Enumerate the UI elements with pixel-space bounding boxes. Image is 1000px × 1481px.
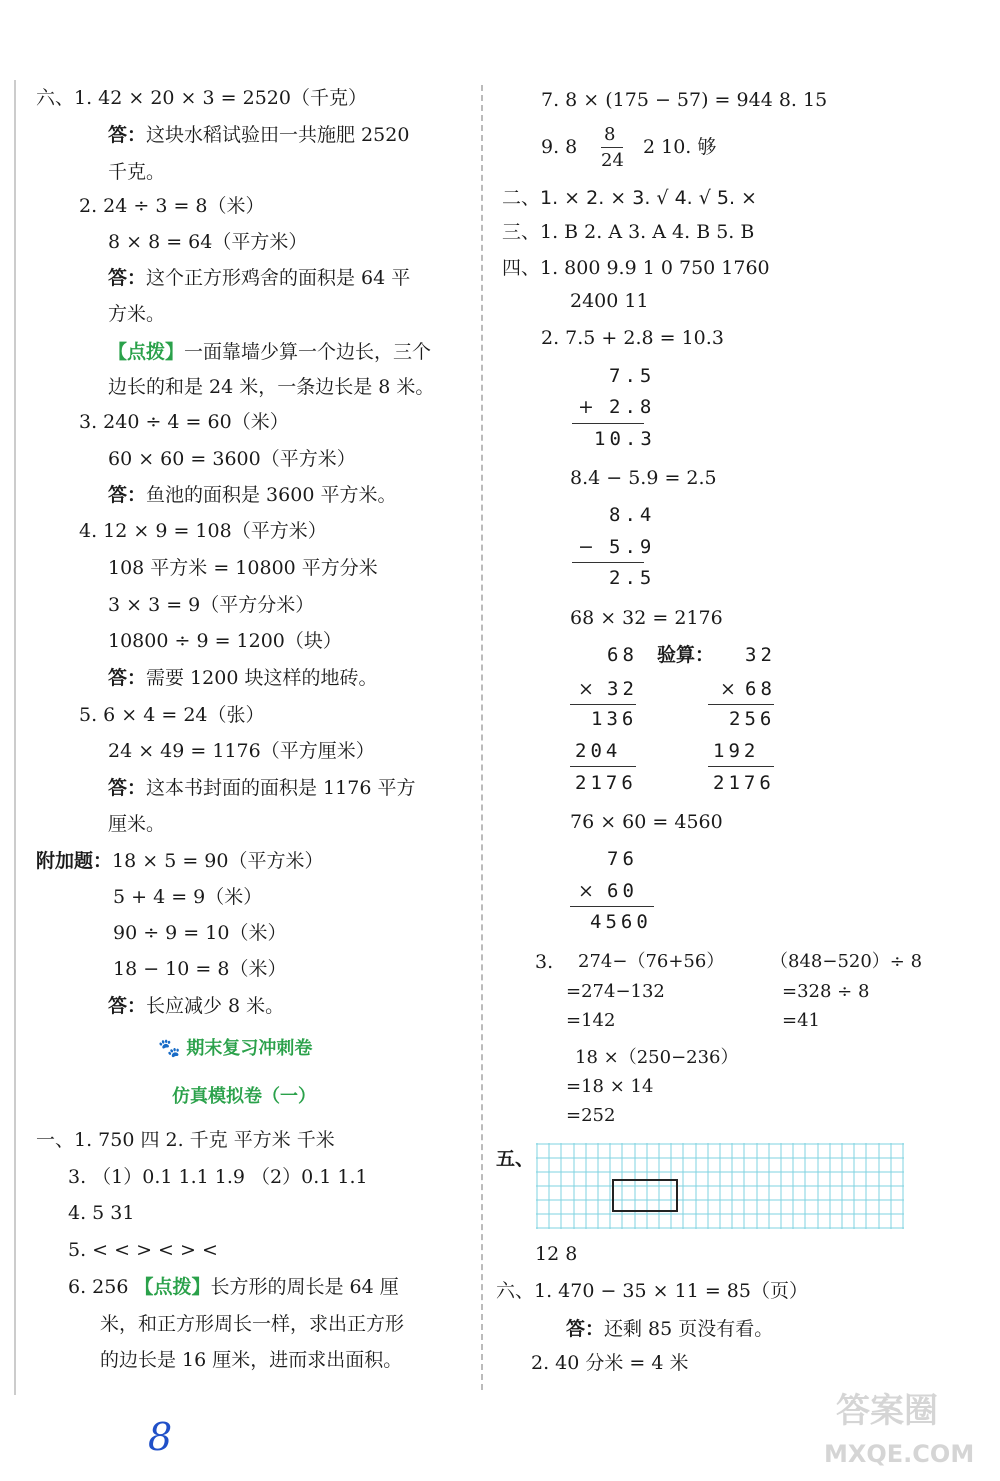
fraction-denominator: 24 (601, 150, 624, 171)
answer-line: 8.4 − 5.9 = 2.5 (570, 467, 717, 489)
section-five-label: 五、 (496, 1148, 535, 1170)
answer-label: 答： (108, 777, 147, 799)
answer-line: 2. 40 分米 = 4 米 (531, 1352, 689, 1374)
answer-label: 答： (108, 667, 147, 689)
grid-paper (536, 1143, 904, 1229)
answer-line: 108 平方米 = 10800 平方分米 (108, 557, 378, 579)
watermark (818, 1392, 994, 1474)
answer-line: 5. 6 × 4 = 24（张） (79, 704, 265, 726)
answer-line: 一、1. 750 四 2. 千克 平方米 千米 (36, 1129, 335, 1151)
column-divider (481, 85, 483, 1390)
answer-line: 7. 8 × (175 − 57) = 944 8. 15 (541, 89, 828, 111)
answer-line: 8 × 8 = 64（平方米） (108, 231, 308, 253)
answer-line: 2 10. 够 (643, 136, 717, 158)
rectangle-figure (613, 1180, 677, 1211)
answer-line: 6. 256 【点拨】长方形的周长是 64 厘 (68, 1276, 399, 1298)
answer-line: 方米。 (108, 303, 166, 325)
hint-line: 【点拨】一面靠墙少算一个边长，三个 (108, 341, 432, 363)
answer-line: 4. 12 × 9 = 108（平方米） (79, 520, 327, 542)
answer-line: 60 × 60 = 3600（平方米） (108, 448, 356, 470)
answer-line: 9. 8 (541, 136, 578, 158)
answer-label: 答： (108, 267, 147, 289)
page-number-handwritten: 8 (148, 1415, 173, 1459)
hint-label: 【点拨】 (108, 341, 185, 363)
hint-line: 米，和正方形周长一样，求出正方形 (100, 1313, 405, 1335)
answer-line: 附加题：18 × 5 = 90（平方米） (36, 850, 324, 872)
answer-line: 千克。 (108, 161, 166, 183)
answer-line: 三、1. B 2. A 3. A 4. B 5. B (502, 221, 755, 243)
answer-line: 2. 24 ÷ 3 = 8（米） (79, 195, 265, 217)
fraction-bar (601, 147, 623, 148)
answer-line: 六、1. 42 × 20 × 3 = 2520（千克） (36, 87, 367, 109)
answer-line: 答：这本书封面的面积是 1176 平方 (108, 777, 416, 799)
answer-label: 答： (566, 1318, 605, 1340)
answer-line: 90 ÷ 9 = 10（米） (113, 922, 287, 944)
answer-line: 厘米。 (108, 813, 166, 835)
fraction-numerator: 8 (604, 124, 616, 145)
answer-line: 24 × 49 = 1176（平方厘米） (108, 740, 375, 762)
left-margin-line (14, 80, 16, 1395)
section-title: 🐾 期末复习冲刺卷 (158, 1038, 313, 1059)
answer-line: 答：还剩 85 页没有看。 (566, 1318, 774, 1340)
answer-line: 10800 ÷ 9 = 1200（块） (108, 630, 342, 652)
answer-line: 六、1. 470 − 35 × 11 = 85（页） (496, 1280, 808, 1302)
answer-line: 5 + 4 = 9（米） (113, 886, 263, 908)
answer-line: 5. < < > < > < (68, 1239, 218, 1261)
answer-line: 3. （1）0.1 1.1 1.9 （2）0.1 1.1 (68, 1166, 368, 1188)
answer-line: 答：需要 1200 块这样的地砖。 (108, 667, 378, 689)
grid-answer: 12 8 (535, 1243, 578, 1265)
answer-line: 答：这块水稻试验田一共施肥 2520 (108, 124, 410, 146)
bonus-label: 附加题： (36, 850, 113, 872)
answer-line: 3 × 3 = 9（平方分米） (108, 594, 315, 616)
hint-line: 边长的和是 24 米，一条边长是 8 米。 (108, 376, 435, 398)
answer-line: 68 × 32 = 2176 (570, 607, 723, 629)
section-subtitle: 仿真模拟卷（一） (172, 1086, 316, 1107)
paw-icon: 🐾 (158, 1038, 181, 1059)
answer-line: 答：鱼池的面积是 3600 平方米。 (108, 484, 397, 506)
answer-line: 2. 7.5 + 2.8 = 10.3 (541, 327, 724, 349)
answer-line: 答：这个正方形鸡舍的面积是 64 平 (108, 267, 411, 289)
answer-label: 答： (108, 995, 147, 1017)
answer-line: 4. 5 31 (68, 1202, 135, 1224)
answer-label: 答： (108, 124, 147, 146)
answer-label: 答： (108, 484, 147, 506)
check-label: 验算： (657, 644, 715, 666)
watermark-text: 答案圈 (836, 1391, 938, 1431)
answer-line: 76 × 60 = 4560 (570, 811, 723, 833)
answer-line: 四、1. 800 9.9 1 0 750 1760 (502, 257, 770, 279)
answer-line: 答：长应减少 8 米。 (108, 995, 285, 1017)
answer-line: 2400 11 (570, 290, 649, 312)
answer-line: 3. 240 ÷ 4 = 60（米） (79, 411, 289, 433)
watermark-url: MXQE.COM (824, 1440, 975, 1468)
hint-label: 【点拨】 (134, 1276, 211, 1298)
answer-line: 二、1. × 2. × 3. √ 4. √ 5. × (502, 187, 757, 209)
hint-line: 的边长是 16 厘米，进而求出面积。 (100, 1349, 403, 1371)
answer-line: 18 − 10 = 8（米） (113, 958, 287, 980)
